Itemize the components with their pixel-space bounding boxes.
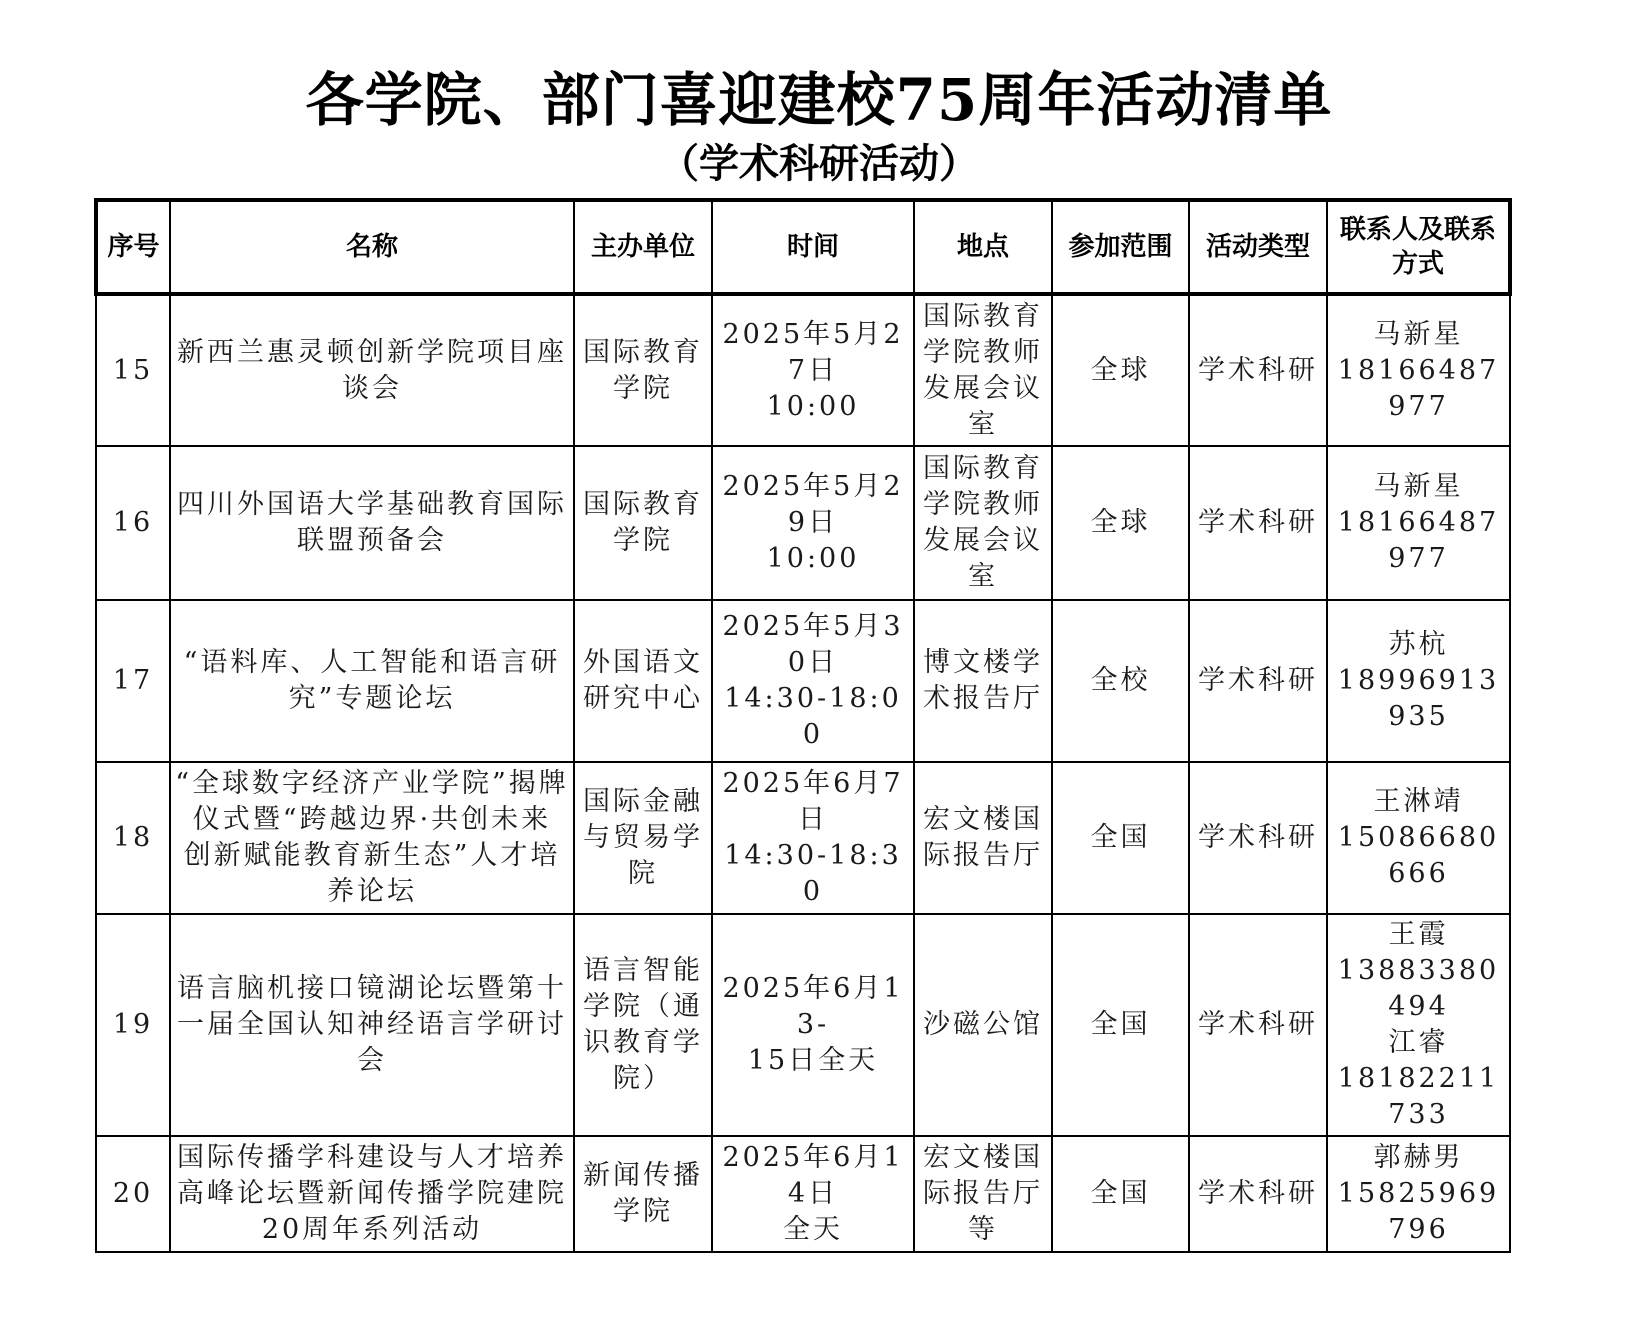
row-name: “全球数字经济产业学院”揭牌仪式暨“跨越边界·共创未来 创新赋能教育新生态”人才培养论坛 bbox=[170, 762, 574, 914]
row-time bbox=[712, 914, 914, 1136]
row-place: 国际教育学院教师发展会议室 bbox=[914, 294, 1052, 446]
table-row bbox=[96, 446, 1510, 600]
row-contact bbox=[1327, 600, 1510, 762]
row-num: 16 bbox=[96, 446, 170, 600]
row-host: 国际金融与贸易学院 bbox=[574, 762, 712, 914]
row-type: 学术科研 bbox=[1189, 446, 1327, 600]
table-row bbox=[96, 1136, 1510, 1252]
row-scope: 全国 bbox=[1052, 762, 1189, 914]
row-time-detail: 14:30-18:30 bbox=[724, 840, 902, 907]
row-name: “语料库、人工智能和语言研究”专题论坛 bbox=[170, 600, 574, 762]
contact-phone: 13883380494 bbox=[1337, 955, 1500, 1022]
header-contact: 联系人及联系方式 bbox=[1327, 200, 1510, 294]
contact-phone-2: 18182211733 bbox=[1337, 1063, 1500, 1130]
contact-phone: 18166487977 bbox=[1337, 507, 1500, 574]
header-place: 地点 bbox=[914, 200, 1052, 294]
row-type: 学术科研 bbox=[1189, 600, 1327, 762]
row-host: 外国语文研究中心 bbox=[574, 600, 712, 762]
row-type: 学术科研 bbox=[1189, 914, 1327, 1136]
header-time: 时间 bbox=[712, 200, 914, 294]
contact-phone: 18166487977 bbox=[1337, 354, 1500, 422]
contact-name: 马新星 bbox=[1373, 318, 1464, 350]
contact-name-2: 江睿 bbox=[1388, 1027, 1449, 1058]
row-name: 新西兰惠灵顿创新学院项目座谈会 bbox=[170, 294, 574, 446]
contact-name: 王霞 bbox=[1388, 919, 1449, 950]
header-num: 序号 bbox=[96, 200, 170, 294]
contact-name: 王淋靖 bbox=[1373, 786, 1464, 817]
activity-table bbox=[94, 198, 1512, 1253]
header-type: 活动类型 bbox=[1189, 200, 1327, 294]
row-place: 沙磁公馆 bbox=[914, 914, 1052, 1136]
header-row bbox=[96, 200, 1510, 294]
header-scope: 参加范围 bbox=[1052, 200, 1189, 294]
row-host: 国际教育学院 bbox=[574, 294, 712, 446]
contact-phone: 18996913935 bbox=[1337, 665, 1500, 732]
row-contact bbox=[1327, 914, 1510, 1136]
row-num: 18 bbox=[96, 762, 170, 914]
row-type: 学术科研 bbox=[1189, 762, 1327, 914]
row-name: 四川外国语大学基础教育国际联盟预备会 bbox=[170, 446, 574, 600]
row-type: 学术科研 bbox=[1189, 294, 1327, 446]
row-time bbox=[712, 1136, 914, 1252]
row-num: 17 bbox=[96, 600, 170, 762]
row-place: 宏文楼国际报告厅 bbox=[914, 762, 1052, 914]
page-title: 各学院、部门喜迎建校75周年活动清单 bbox=[305, 66, 1333, 134]
row-time-date: 2025年5月27日 bbox=[722, 318, 904, 386]
contact-phone: 15825969796 bbox=[1337, 1178, 1500, 1245]
row-place: 宏文楼国际报告厅等 bbox=[914, 1136, 1052, 1252]
page-subtitle: （学术科研活动） bbox=[659, 140, 979, 187]
contact-phone: 15086680666 bbox=[1337, 822, 1500, 889]
row-contact bbox=[1327, 294, 1510, 446]
header-host: 主办单位 bbox=[574, 200, 712, 294]
row-contact bbox=[1327, 446, 1510, 600]
row-host: 语言智能学院（通识教育学院） bbox=[574, 914, 712, 1136]
row-contact bbox=[1327, 1136, 1510, 1252]
row-time-date: 2025年5月29日 bbox=[722, 471, 904, 538]
row-scope: 全球 bbox=[1052, 446, 1189, 600]
row-scope: 全球 bbox=[1052, 294, 1189, 446]
row-time-date: 2025年6月7日 bbox=[722, 768, 904, 835]
row-time-detail: 10:00 bbox=[766, 543, 860, 574]
row-scope: 全校 bbox=[1052, 600, 1189, 762]
row-name: 语言脑机接口镜湖论坛暨第十一届全国认知神经语言学研讨会 bbox=[170, 914, 574, 1136]
contact-name: 苏杭 bbox=[1388, 629, 1449, 660]
row-time-date: 2025年6月14日 bbox=[722, 1142, 904, 1209]
table-row bbox=[96, 294, 1510, 446]
row-time-date: 2025年5月30日 bbox=[722, 611, 904, 678]
row-time bbox=[712, 294, 914, 446]
row-time-detail: 全天 bbox=[783, 1214, 843, 1245]
row-num: 20 bbox=[96, 1136, 170, 1252]
row-time bbox=[712, 600, 914, 762]
row-host: 国际教育学院 bbox=[574, 446, 712, 600]
row-type: 学术科研 bbox=[1189, 1136, 1327, 1252]
row-time-date: 2025年6月13- bbox=[722, 973, 904, 1040]
row-num: 15 bbox=[96, 294, 170, 446]
contact-name: 马新星 bbox=[1373, 471, 1464, 502]
table-row bbox=[96, 762, 1510, 914]
header-name: 名称 bbox=[170, 200, 574, 294]
row-time-detail: 14:30-18:00 bbox=[724, 683, 902, 750]
row-place: 博文楼学术报告厅 bbox=[914, 600, 1052, 762]
table-row bbox=[96, 600, 1510, 762]
row-time bbox=[712, 446, 914, 600]
row-num: 19 bbox=[96, 914, 170, 1136]
row-time-detail: 10:00 bbox=[766, 390, 860, 422]
row-scope: 全国 bbox=[1052, 1136, 1189, 1252]
row-time bbox=[712, 762, 914, 914]
row-time-detail: 15日全天 bbox=[747, 1045, 879, 1076]
row-contact bbox=[1327, 762, 1510, 914]
table-row bbox=[96, 914, 1510, 1136]
row-place: 国际教育学院教师发展会议室 bbox=[914, 446, 1052, 600]
row-name: 国际传播学科建设与人才培养高峰论坛暨新闻传播学院建院20周年系列活动 bbox=[170, 1136, 574, 1252]
row-host: 新闻传播学院 bbox=[574, 1136, 712, 1252]
row-scope: 全国 bbox=[1052, 914, 1189, 1136]
contact-name: 郭赫男 bbox=[1373, 1142, 1464, 1173]
